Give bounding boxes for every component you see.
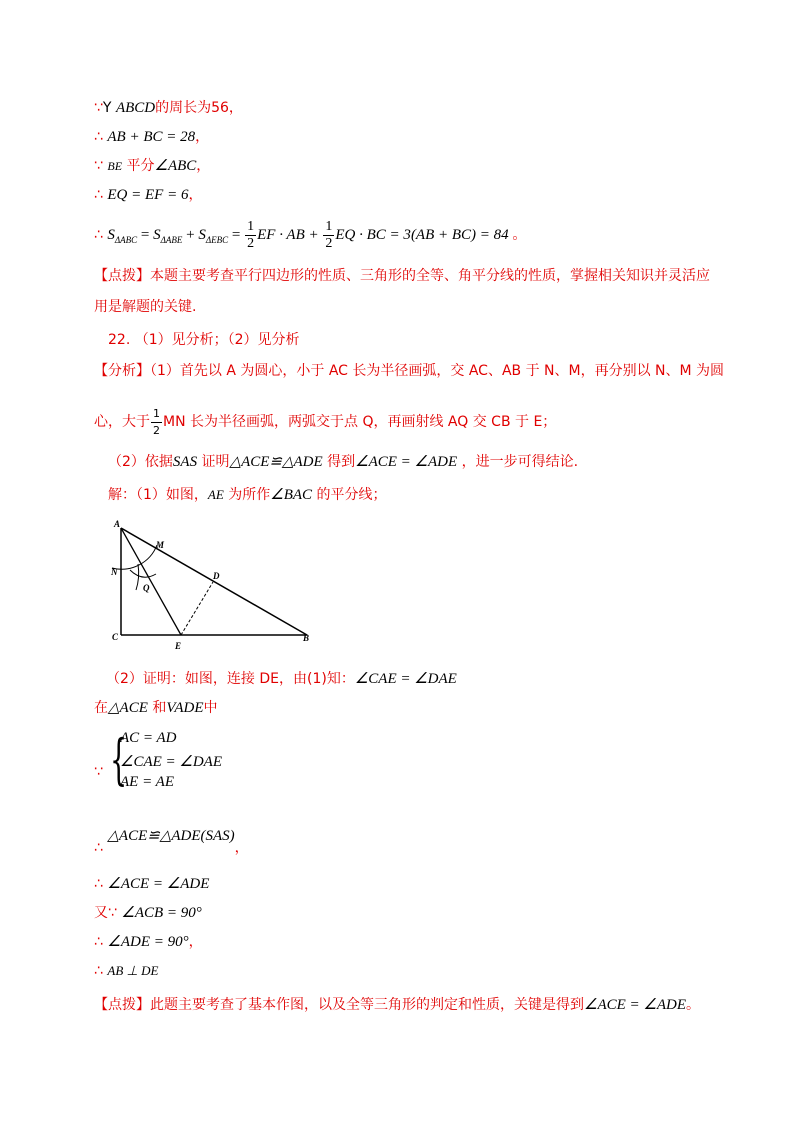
proof-text: 中 <box>203 700 218 716</box>
op: + <box>182 227 199 243</box>
punct: ， <box>188 934 203 950</box>
solution-text: 解：（1）如图， <box>108 487 208 503</box>
proof2-line-6 <box>94 874 209 894</box>
because-symbol: ∵ <box>94 764 103 780</box>
therefore-symbol: ∴ <box>94 876 103 892</box>
segment-de <box>181 582 213 635</box>
angle-equation: ∠ADE = 90° <box>107 934 189 950</box>
question-22-answer <box>108 330 300 350</box>
denominator: 2 <box>153 423 160 437</box>
proof-text: 在 <box>94 700 108 716</box>
therefore-symbol: ∴ <box>94 840 103 856</box>
proof-line-perimeter <box>94 98 243 118</box>
geometry-figure <box>110 518 320 653</box>
analysis-text: （2）依据 <box>108 454 173 470</box>
tip-label: 【点拨】 <box>94 997 150 1013</box>
tip-line-2 <box>94 297 196 317</box>
area-equation <box>107 219 512 252</box>
label-m: M <box>156 540 165 550</box>
subscript: ΔABE <box>160 235 183 245</box>
proof-line-distances <box>94 185 202 205</box>
numerator: 1 <box>325 219 333 235</box>
area-s: S <box>107 227 115 243</box>
tip2-line <box>94 995 700 1015</box>
label-e: E <box>175 641 182 651</box>
bisect-text: 平分 <box>126 158 155 174</box>
analysis-text: ，进一步可得结论. <box>461 454 579 470</box>
op: = <box>137 227 154 243</box>
equation: EQ = EF = 6 <box>107 187 189 203</box>
label-n: N <box>111 567 118 577</box>
angle-equation: ∠ACB = 90° <box>121 905 202 921</box>
construction-arc-q1 <box>130 570 156 577</box>
triangle-ade: VADE <box>166 700 204 716</box>
proof-text: （2）证明：如图，连接 DE，由(1)知： <box>106 671 355 687</box>
tip-text: 本题主要考查平行四边形的性质、三角形的全等、角平分线的性质，掌握相关知识并灵活应 <box>150 268 710 284</box>
label-c: C <box>112 632 119 642</box>
punct: ， <box>234 840 249 856</box>
analysis-line-3 <box>108 452 578 472</box>
term: EF · AB + <box>257 227 323 243</box>
congruence: △ACE≌△ADE <box>229 454 323 470</box>
tip-text: 此题主要考查了基本作图，以及全等三角形的判定和性质，关键是得到 <box>150 997 584 1013</box>
perimeter-text: 的周长为56， <box>155 100 243 116</box>
punct: 。 <box>512 227 527 243</box>
label-d: D <box>213 571 220 581</box>
subscript: ΔABC <box>114 235 138 245</box>
proof-line-area <box>94 218 526 257</box>
system-line-3: AE = AE <box>120 774 175 790</box>
perpendicular-statement: AB ⊥ DE <box>107 963 159 978</box>
therefore-symbol: ∴ <box>94 963 103 979</box>
area-s: S <box>198 227 206 243</box>
analysis-text: 证明 <box>201 454 230 470</box>
term: (AB + BC) <box>410 227 477 243</box>
punct: ， <box>196 158 211 174</box>
congruence: △ACE≌△ADE <box>107 828 201 844</box>
sas-label: (SAS) <box>200 828 235 844</box>
left-brace: { <box>110 728 128 791</box>
system-line-2: ∠CAE = ∠DAE <box>120 754 223 770</box>
proof2-line-2 <box>94 698 218 718</box>
proof-text: 和 <box>152 700 167 716</box>
solution-line <box>108 485 387 505</box>
subscript: ΔEBC <box>205 235 229 245</box>
fraction-half <box>245 219 256 252</box>
numerator: 1 <box>151 406 162 423</box>
segment-name: AE <box>207 487 224 502</box>
because-symbol: ∵ <box>94 158 103 174</box>
proof2-line-congruence <box>94 826 249 856</box>
tip-text: 用是解题的关键. <box>94 299 197 315</box>
label-b: B <box>303 633 310 643</box>
angle-name: ∠ABC <box>154 158 197 174</box>
tip-line-1 <box>94 266 710 286</box>
analysis-text: MN 长为半径画弧，两弧交于点 Q，再画射线 AQ 交 CB 于 E； <box>163 414 557 430</box>
label-q: Q <box>143 583 150 593</box>
parallelogram-symbol: Y <box>102 100 112 116</box>
therefore-symbol: ∴ <box>94 934 103 950</box>
equation: AB + BC = 28 <box>107 129 196 145</box>
answer-text: （1）见分析；（2）见分析 <box>134 332 300 348</box>
fraction-half <box>151 406 162 439</box>
analysis-text: （1）首先以 A 为圆心，小于 AC 长为半径画弧，交 AC、AB 于 N、M，再分别以 N、M 为圆 <box>150 363 725 379</box>
label-a: A <box>114 519 121 529</box>
term: EQ · BC = 3 <box>335 227 411 243</box>
triangle-ace: △ACE <box>108 700 148 716</box>
proof2-line-7 <box>94 903 202 923</box>
analysis-label: 【分析】 <box>94 363 150 379</box>
parallelogram-name: ABCD <box>115 100 156 116</box>
again-text: 又 <box>94 905 108 921</box>
proof2-line-9 <box>94 961 158 981</box>
angle-equation: ∠ACE = ∠ADE <box>584 997 687 1013</box>
numerator: 1 <box>247 219 255 235</box>
segment-name: BE <box>107 159 123 173</box>
analysis-text: 心，大于 <box>94 414 150 430</box>
system-line-1: AC = AD <box>120 730 177 746</box>
angle-name: ∠BAC <box>270 487 313 503</box>
proof2-line-1 <box>106 669 457 689</box>
proof2-line-8 <box>94 932 203 952</box>
therefore-symbol: ∴ <box>94 227 103 243</box>
fraction-half <box>323 219 334 252</box>
angle-equation: ∠CAE = ∠DAE <box>354 671 457 687</box>
therefore-symbol: ∴ <box>94 129 103 145</box>
therefore-symbol: ∴ <box>94 187 103 203</box>
because-symbol: ∵ <box>94 100 103 116</box>
angle-equation: ∠ACE = ∠ADE <box>107 876 210 892</box>
angle-equation: ∠ACE = ∠ADE <box>355 454 458 470</box>
term: = 84 <box>476 227 509 243</box>
analysis-line-2 <box>94 404 556 440</box>
proof-line-bisector <box>94 156 210 176</box>
punct: 。 <box>686 997 701 1013</box>
analysis-text: 得到 <box>327 454 356 470</box>
side-ab <box>121 528 307 635</box>
solution-text: 为所作 <box>228 487 271 503</box>
punct: ， <box>188 187 203 203</box>
equation-system <box>110 730 310 794</box>
question-number: 22. <box>108 332 131 348</box>
solution-text: 的平分线； <box>316 487 387 503</box>
construction-arc-q2 <box>136 564 139 590</box>
tip-label: 【点拨】 <box>94 268 150 284</box>
denominator: 2 <box>247 236 255 252</box>
because-symbol: ∵ <box>108 905 117 921</box>
area-s: S <box>153 227 161 243</box>
sas-label: SAS <box>172 454 198 470</box>
analysis-line-1 <box>94 361 724 381</box>
bisector-ae <box>121 528 181 635</box>
proof-line-sum <box>94 127 209 147</box>
punct: ， <box>195 129 210 145</box>
op: = <box>228 227 245 243</box>
construction-arc <box>112 545 157 569</box>
denominator: 2 <box>325 236 333 252</box>
